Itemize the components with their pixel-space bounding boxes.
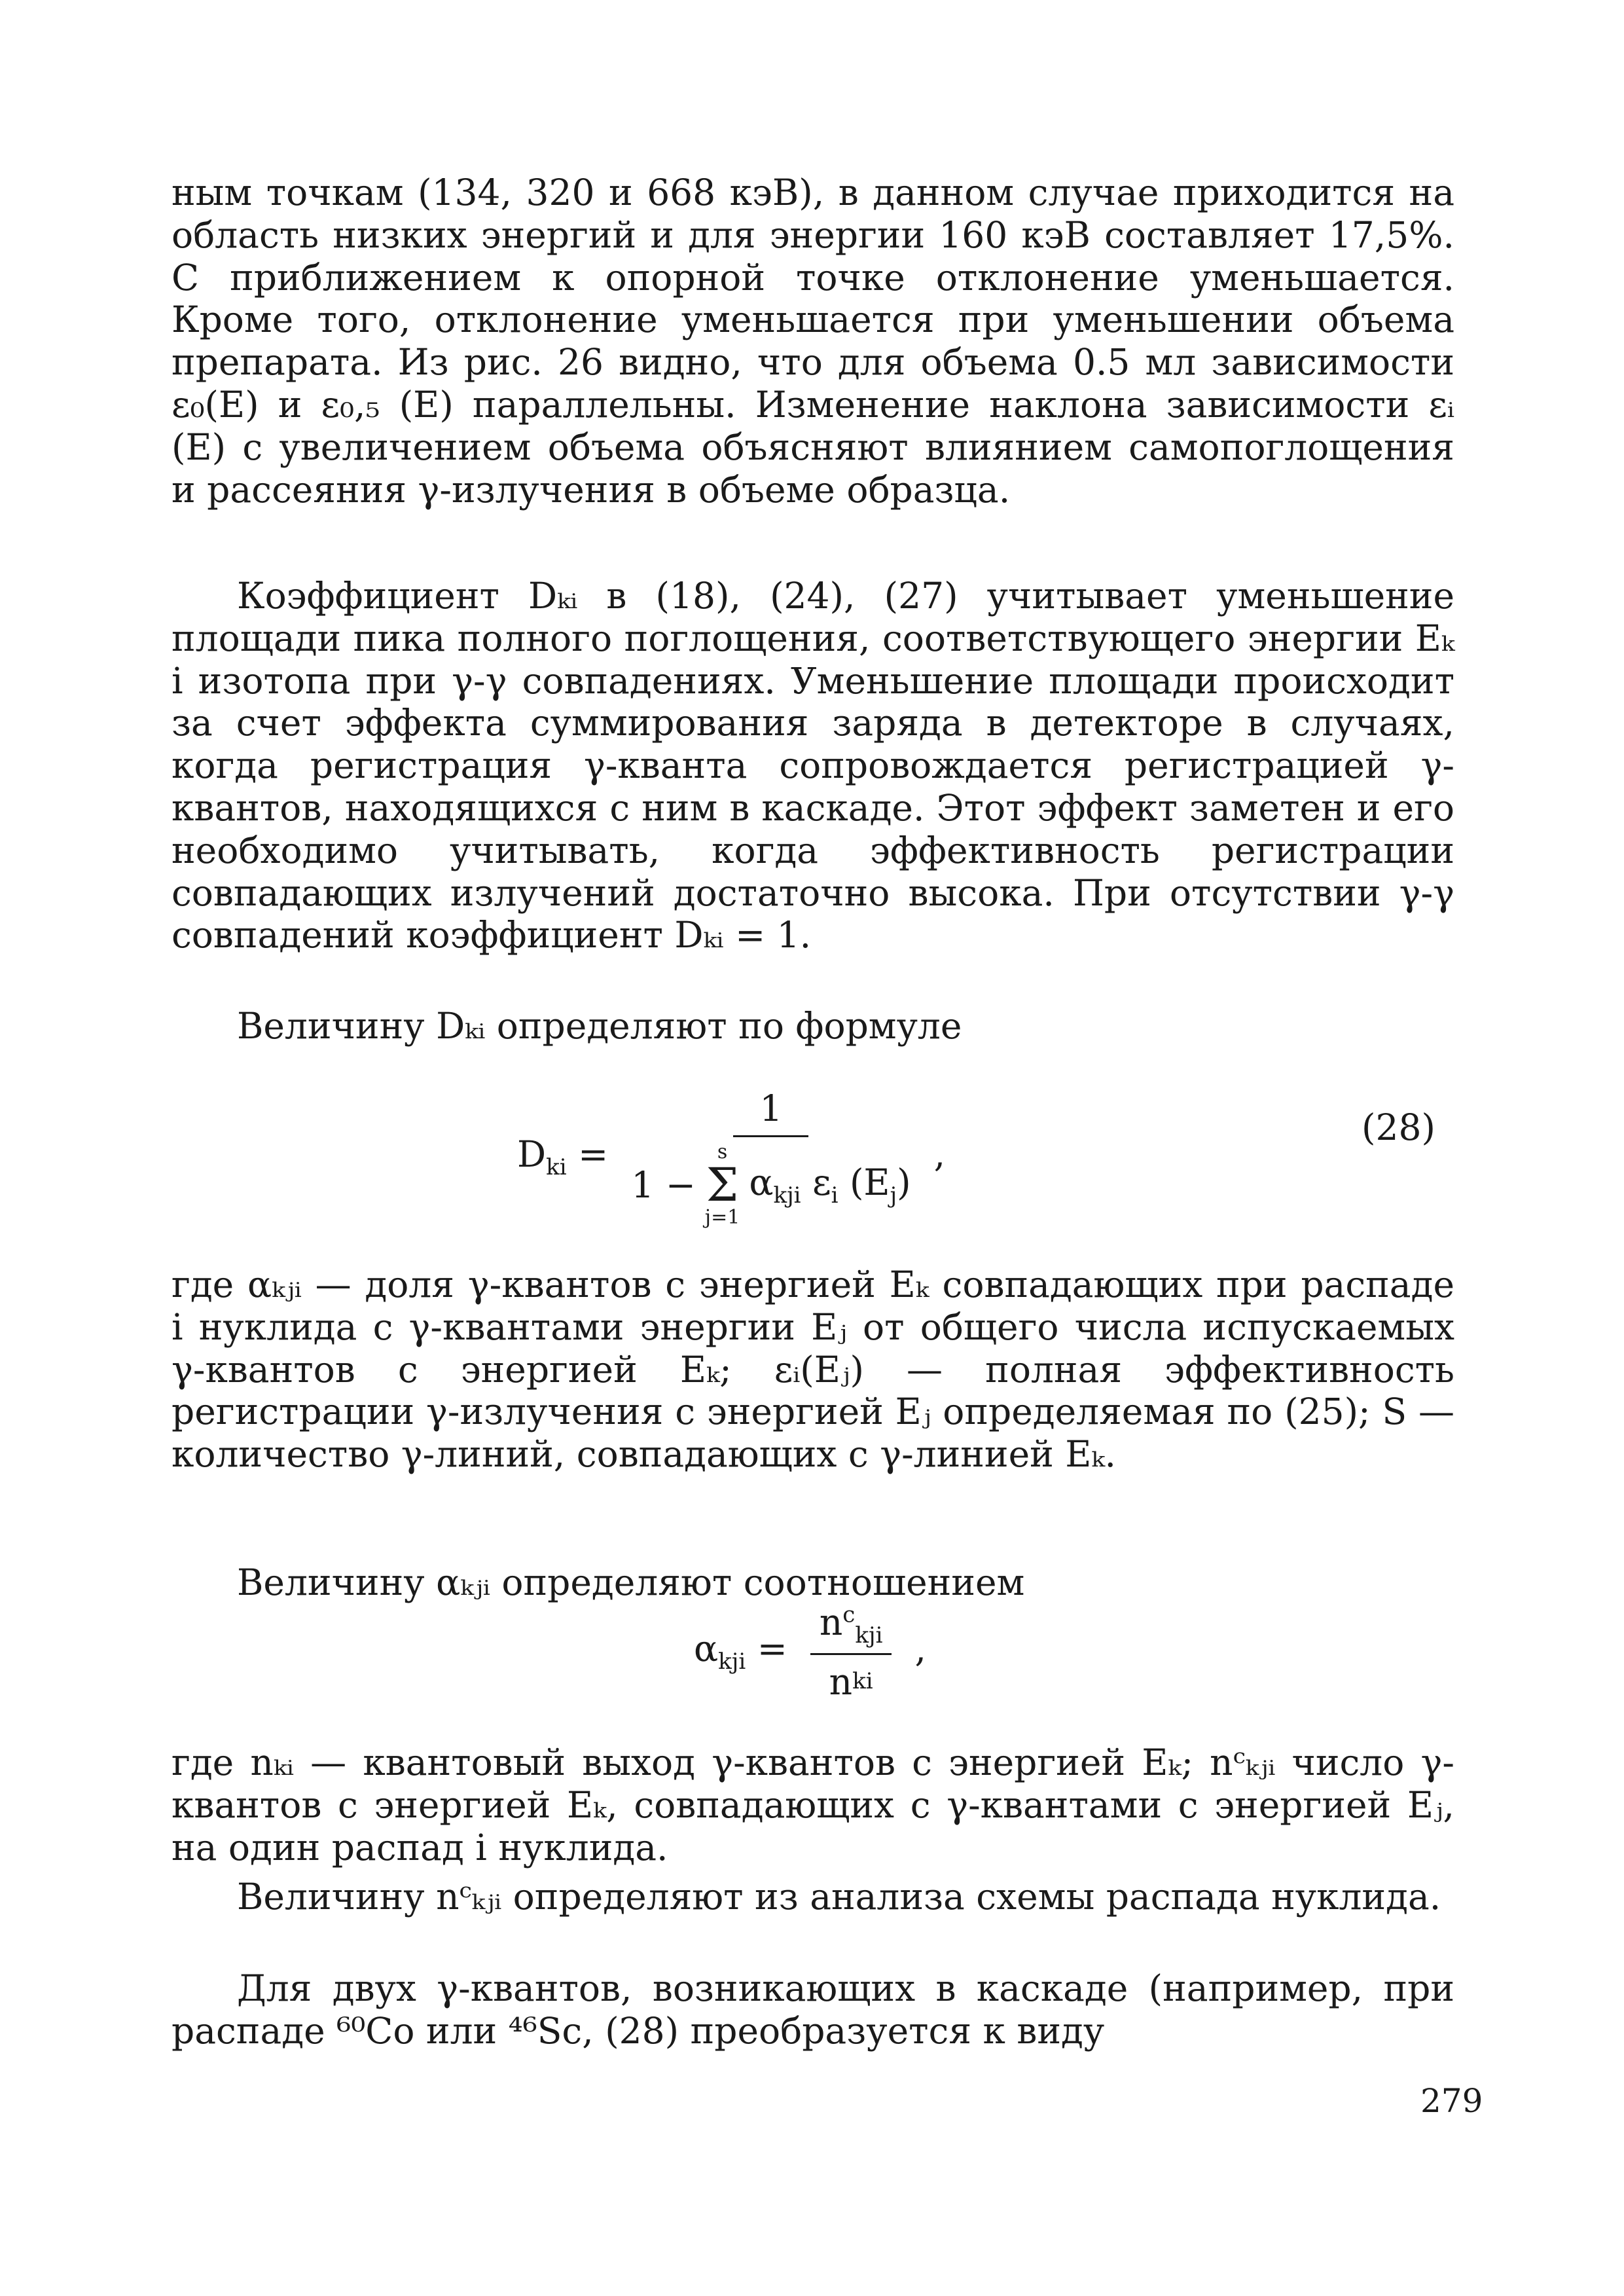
- paragraph-5: Величину αₖⱼᵢ определяют соотношением: [237, 1561, 1025, 1603]
- paragraph-8: Для двух γ-квантов, возникающих в каскаде (например, при распаде ⁶⁰Co или ⁴⁶Sc, (28) преобразуется к виду: [171, 1967, 1454, 2052]
- paragraph-6: где nₖᵢ — квантовый выход γ-квантов с энергией Eₖ; nᶜₖⱼᵢ число γ-квантов с энергией Eₖ, совпадающих с γ-квантами с энергией Eⱼ, на один распад i нуклида.: [171, 1741, 1454, 1868]
- equation-number-28: (28): [1362, 1106, 1435, 1148]
- formula-alpha-fraction: $n^c_{kji}$ n ki: [810, 1601, 892, 1704]
- paragraph-2: Коэффициент Dₖᵢ в (18), (24), (27) учитывает уменьшение площади пика полного поглощения, соответствующего энергии Eₖ i изотопа при γ-γ совпадениях. Уменьшение площади происходит за счет эффекта суммирования заряда в детекторе в случаях, когда регистрация γ-кванта сопровождается регистрацией γ-квантов, находящихся с ним в каскаде. Этот эффект заметен и его необходимо учитывать, когда эффективность регистрации совпадающих излучений достаточно высока. При отсутствии γ-γ совпадений коэффициент Dₖᵢ = 1.: [171, 575, 1454, 957]
- paragraph-3: Величину Dₖᵢ определяют по формуле: [237, 1005, 962, 1047]
- paragraph-4: где αₖⱼᵢ — доля γ-квантов с энергией Eₖ совпадающих при распаде i нуклида с γ-квантами энергии Eⱼ от общего числа испускаемых γ-квантов с энергией Eₖ; εᵢ(Eⱼ) — полная эффективность регистрации γ-излучения с энергией Eⱼ определяемая по (25); S — количество γ-линий, совпадающих с γ-линией Eₖ.: [171, 1264, 1454, 1476]
- formula-28-lhs: $D_{ki}$ =: [517, 1133, 620, 1180]
- formula-28-fraction: [631, 1087, 911, 1228]
- paragraph-1: ным точкам (134, 320 и 668 кэВ), в данном случае приходится на область низких энергий и для энергии 160 кэВ составляет 17,5%. С приближением к опорной точке отклонение уменьшается. Кроме того, отклонение уменьшается при уменьшении объема препарата. Из рис. 26 видно, что для объема 0.5 мл зависимости ε₀(E) и ε₀,₅ (E) параллельны. Изменение наклона зависимости εᵢ (E) с увеличением объема объясняют влиянием самопоглощения и рассеяния γ-излучения в объеме образца.: [171, 172, 1454, 511]
- page-number: 279: [1420, 2082, 1483, 2120]
- formula-28: $D_{ki}$ = 1 1 − s Σ j=1 $\alpha_{kji}$ $\varepsilon_i$ $(E_j)$ ,: [517, 1087, 946, 1229]
- formula-28-numerator: 1: [733, 1087, 808, 1137]
- formula-28-denominator: 1 − s Σ j=1 $\alpha_{kji}$ $\varepsilon_i$ $(E_j)$: [631, 1140, 911, 1229]
- formula-alpha: $\alpha_{kji}$ = $n^c_{kji}$ n ki ,: [694, 1601, 926, 1703]
- summation-sign: s Σ j=1: [704, 1140, 740, 1229]
- paragraph-7: Величину nᶜₖⱼᵢ определяют из анализа схемы распада нуклида.: [237, 1876, 1441, 1918]
